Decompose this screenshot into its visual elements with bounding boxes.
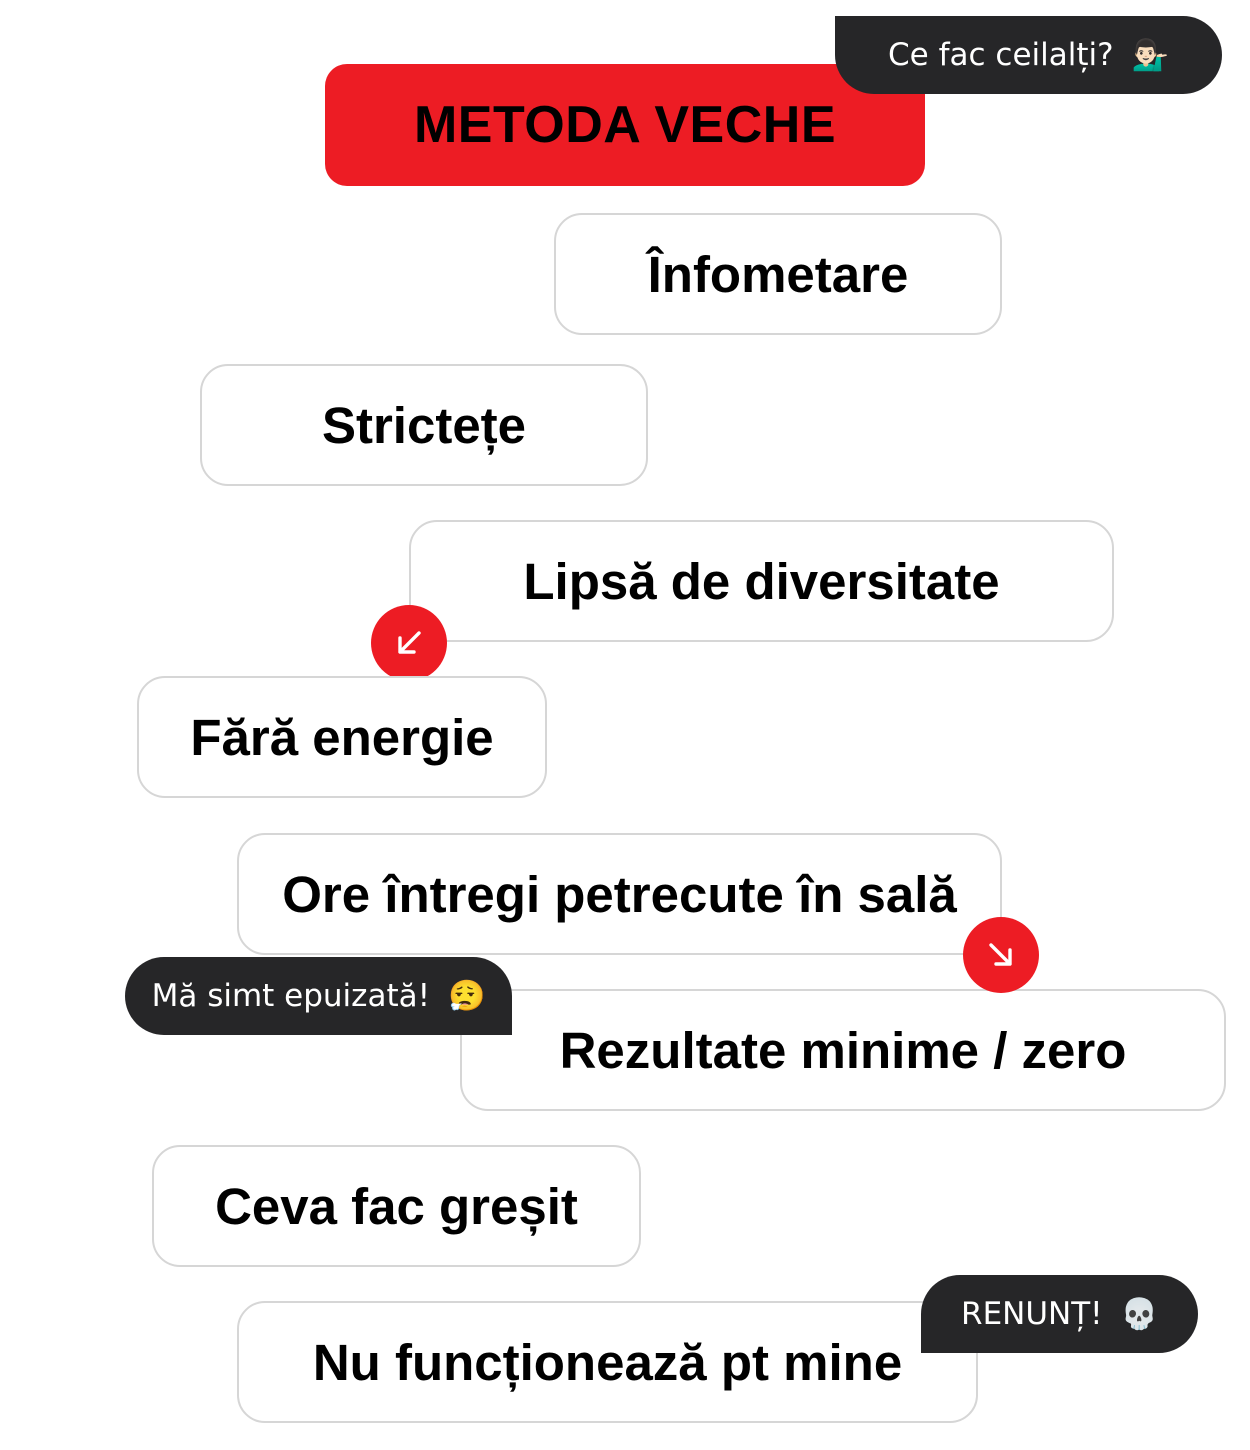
- item-label: Înfometare: [647, 245, 909, 303]
- arrow-down-left-icon: [392, 626, 426, 660]
- item-label: Fără energie: [190, 708, 494, 766]
- item-label: Nu funcționează pt mine: [312, 1333, 903, 1391]
- exhaling-face-icon: 😮‍💨: [448, 978, 486, 1014]
- item-label: Lipsă de diversitate: [523, 552, 1000, 610]
- bubble-top: [835, 16, 1222, 94]
- bubble-bottom: [921, 1275, 1198, 1353]
- item-pill-7: [152, 1145, 641, 1267]
- item-pill-3: [409, 520, 1114, 642]
- item-pill-8: [237, 1301, 978, 1423]
- item-label: Ore întregi petrecute în sală: [282, 865, 957, 923]
- item-pill-2: [200, 364, 648, 486]
- item-label: Rezultate minime / zero: [559, 1021, 1127, 1079]
- page-title: METODA VECHE: [413, 96, 837, 154]
- person-tipping-hand-icon: 💁🏻‍♂️: [1131, 37, 1169, 73]
- item-label: Strictețe: [321, 396, 527, 454]
- bubble-top-text: Ce fac ceilalți?: [888, 37, 1114, 73]
- item-pill-5: [237, 833, 1002, 955]
- bubble-bottom-text: RENUNȚ!: [961, 1296, 1103, 1332]
- badge-arrow-1: [371, 605, 447, 681]
- skull-icon: 💀: [1120, 1296, 1158, 1332]
- badge-arrow-2: [963, 917, 1039, 993]
- item-pill-6: [460, 989, 1226, 1111]
- title-banner: [325, 64, 925, 186]
- arrow-down-right-icon: [984, 938, 1018, 972]
- item-pill-1: [554, 213, 1002, 335]
- bubble-middle: [125, 957, 512, 1035]
- item-label: Ceva fac greșit: [215, 1177, 578, 1235]
- item-pill-4: [137, 676, 547, 798]
- bubble-middle-text: Mă simt epuizată!: [151, 978, 431, 1014]
